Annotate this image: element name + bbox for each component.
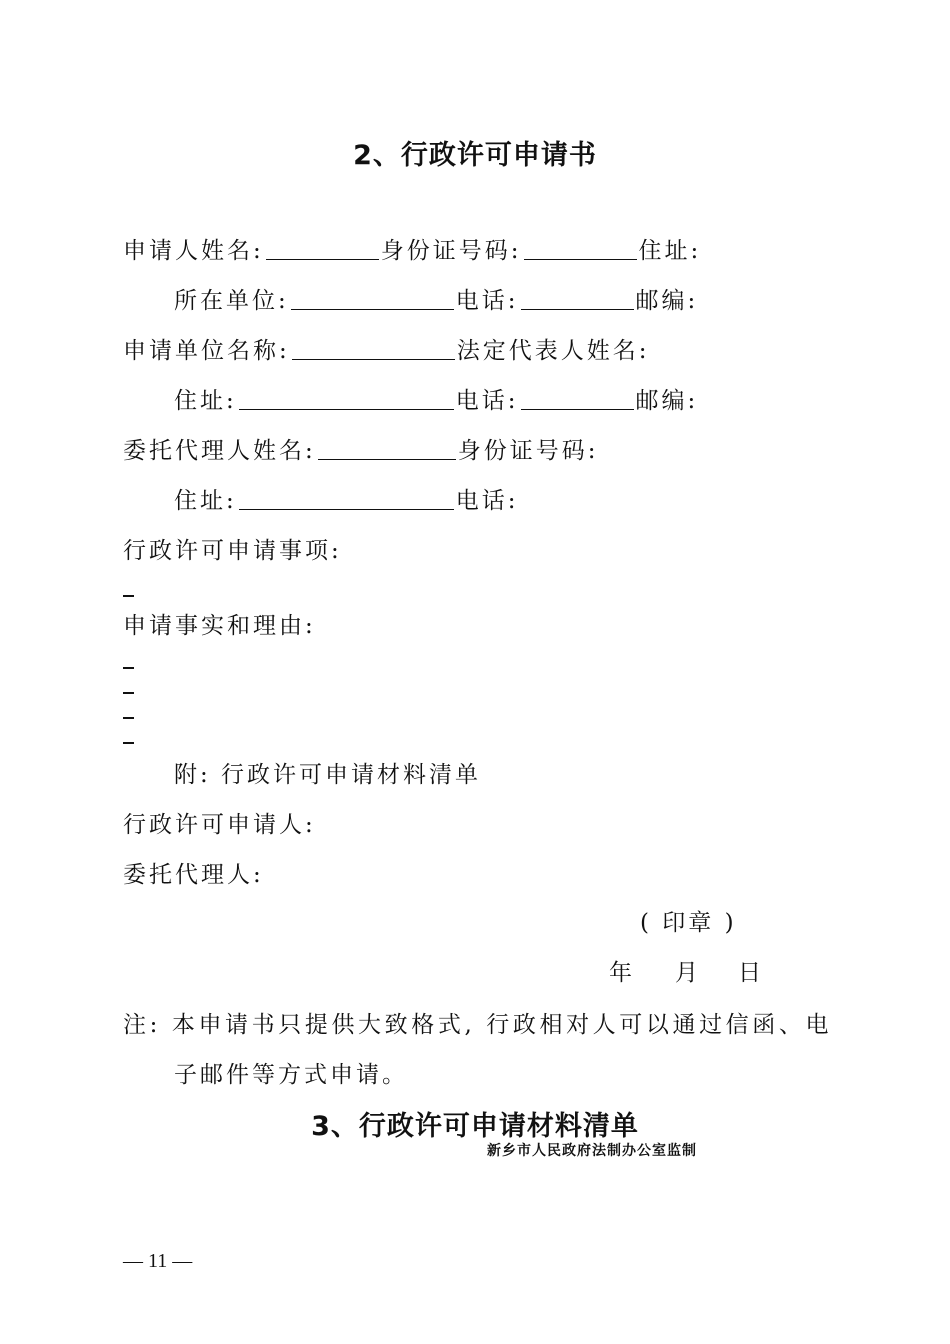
org-postcode-label: 邮编:: [635, 388, 699, 414]
publisher-watermark: 新乡市人民政府法制办公室监制: [487, 1143, 697, 1159]
section-title-materials: 3、行政许可申请材料清单: [311, 1111, 639, 1142]
form-title: 2、行政许可申请书: [353, 140, 597, 171]
agent-name-label: 委托代理人姓名:: [123, 438, 316, 464]
applicant-unit-label: 所在单位:: [174, 288, 289, 314]
date-year: 年: [609, 960, 635, 986]
agent-address-label: 住址:: [174, 488, 237, 514]
org-name-field[interactable]: [292, 339, 455, 360]
applicant-id-label: 身份证号码:: [380, 238, 522, 264]
agent-phone-label: 电话:: [455, 488, 519, 514]
facts-blank-line[interactable]: [123, 717, 134, 719]
facts-blank-line[interactable]: [123, 692, 134, 694]
applicant-name-field[interactable]: [266, 239, 379, 260]
org-legal-rep-label: 法定代表人姓名:: [456, 338, 650, 364]
org-address-label: 住址:: [174, 388, 237, 414]
applicant-id-field[interactable]: [524, 239, 637, 260]
matter-label: 行政许可申请事项:: [123, 538, 342, 564]
attachment-note: 附: 行政许可申请材料清单: [174, 762, 482, 788]
org-address-field[interactable]: [239, 389, 454, 410]
applicant-postcode-label: 邮编:: [635, 288, 699, 314]
applicant-name-label: 申请人姓名:: [123, 238, 264, 264]
applicant-row-1: [123, 236, 701, 266]
org-row-2: [174, 386, 698, 416]
date-month: 月: [675, 960, 701, 986]
agent-signature-label: 委托代理人:: [123, 862, 264, 888]
facts-blank-line[interactable]: [123, 742, 134, 744]
seal-label: ( 印章 ): [640, 910, 737, 936]
agent-row-1: [123, 436, 599, 466]
facts-blank-line[interactable]: [123, 667, 134, 669]
agent-row-2: [174, 486, 519, 516]
note-line-2: 子邮件等方式申请。: [174, 1062, 408, 1088]
org-row-1: [123, 336, 650, 366]
facts-label: 申请事实和理由:: [123, 613, 316, 639]
applicant-row-2: [174, 286, 698, 316]
applicant-signature-label: 行政许可申请人:: [123, 812, 316, 838]
agent-address-field[interactable]: [239, 489, 454, 510]
matter-blank-line[interactable]: [123, 595, 134, 597]
note-line-1: 注: 本申请书只提供大致格式, 行政相对人可以通过信函、电: [123, 1012, 833, 1038]
org-phone-label: 电话:: [455, 388, 519, 414]
org-phone-field[interactable]: [521, 389, 634, 410]
agent-id-label: 身份证号码:: [457, 438, 599, 464]
applicant-phone-field[interactable]: [521, 289, 634, 310]
applicant-unit-field[interactable]: [291, 289, 454, 310]
applicant-address-label: 住址:: [638, 238, 702, 264]
page-number: — 11 —: [123, 1250, 193, 1272]
org-name-label: 申请单位名称:: [123, 338, 290, 364]
date-day: 日: [738, 960, 764, 986]
agent-name-field[interactable]: [318, 439, 456, 460]
applicant-phone-label: 电话:: [455, 288, 519, 314]
